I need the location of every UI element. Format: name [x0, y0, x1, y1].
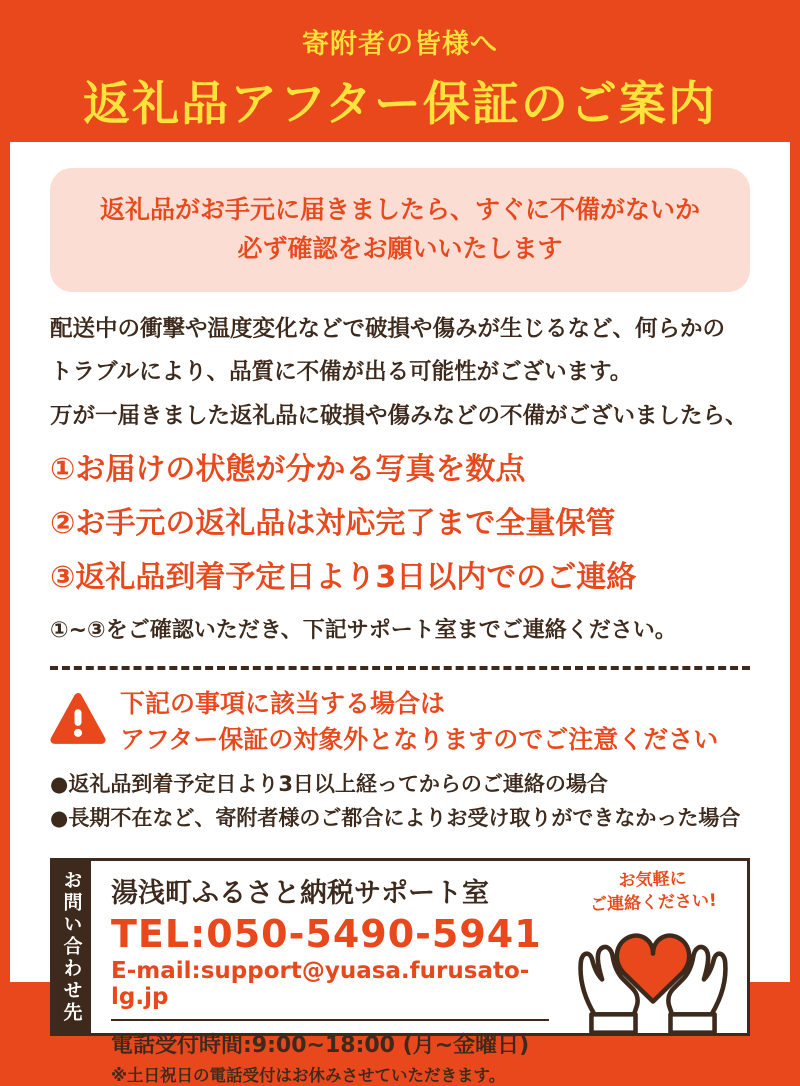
contact-details [91, 861, 549, 1085]
warning-section [50, 686, 750, 759]
notice-line-1: 返礼品がお手元に届きましたら、すぐに不備がないか [99, 195, 700, 224]
illustration-area [549, 861, 757, 1033]
exclusion-item-2: ●長期不在など、寄附者様のご都合によりお受け取りができなかった場合 [50, 806, 741, 831]
illustration-note-line-1: お気軽に [618, 868, 687, 892]
intro-paragraph [50, 308, 750, 440]
page-title: 返礼品アフター保証のご案内 [83, 77, 717, 132]
warning-line-1: 下記の事項に該当する場合は [120, 689, 446, 719]
contact-box [50, 858, 750, 1085]
header-subtitle: 寄附者の皆様へ [302, 29, 498, 60]
notice-line-2: 必ず確認をお願いいたします [237, 233, 563, 263]
exclusion-list [50, 767, 750, 836]
header-banner [0, 0, 800, 142]
phone-hours-note: ※土日祝日の電話受付はお休みさせていただきます。 [111, 1065, 506, 1085]
warning-text [120, 686, 718, 759]
notice-box [50, 168, 750, 292]
paragraph-line: 配送中の衝撃や温度変化などで破損や傷みが生じるなど、何らかの [50, 315, 726, 342]
warning-line-2: アフター保証の対象外となりますのでご注意ください [120, 725, 719, 755]
paragraph-line: トラブルにより、品質に不備が出る可能性がございます。 [50, 359, 633, 386]
step-item-3: ③返礼品到着予定日より3日以内でのご連絡 [50, 560, 637, 596]
hands-holding-heart-icon [558, 917, 748, 1035]
required-steps-list [50, 443, 750, 605]
email-address: E-mail:support@yuasa.furusato-lg.jp [111, 957, 530, 1010]
main-content [10, 142, 790, 1085]
step-item-1: ①お届けの状態が分かる写真を数点 [50, 452, 526, 488]
phone-hours: 電話受付時間:9:00~18:00 (月~金曜日) [111, 1032, 530, 1058]
illustration-note-line-2: ご連絡ください! [589, 890, 718, 916]
dashed-divider [50, 666, 750, 670]
contact-sidebar-label: お問い合わせ先 [53, 861, 91, 1033]
phone-number: TEL:050-5490-5941 [111, 911, 542, 956]
exclusion-item-1: ●返礼品到着予定日より3日以上経ってからのご連絡の場合 [50, 771, 608, 796]
paragraph-line: 万が一届きました返礼品に破損や傷みなどの不備がございましたら、 [50, 403, 748, 430]
support-office-name: 湯浅町ふるさと納税サポート室 [111, 877, 489, 909]
illustration-note [548, 865, 757, 918]
confirm-note: ①~③をご確認いただき、下記サポート室までご連絡ください。 [50, 618, 677, 644]
contact-divider [111, 1019, 549, 1021]
step-item-2: ②お手元の返礼品は対応完了まで全量保管 [50, 506, 616, 542]
warning-triangle-icon [50, 690, 106, 746]
